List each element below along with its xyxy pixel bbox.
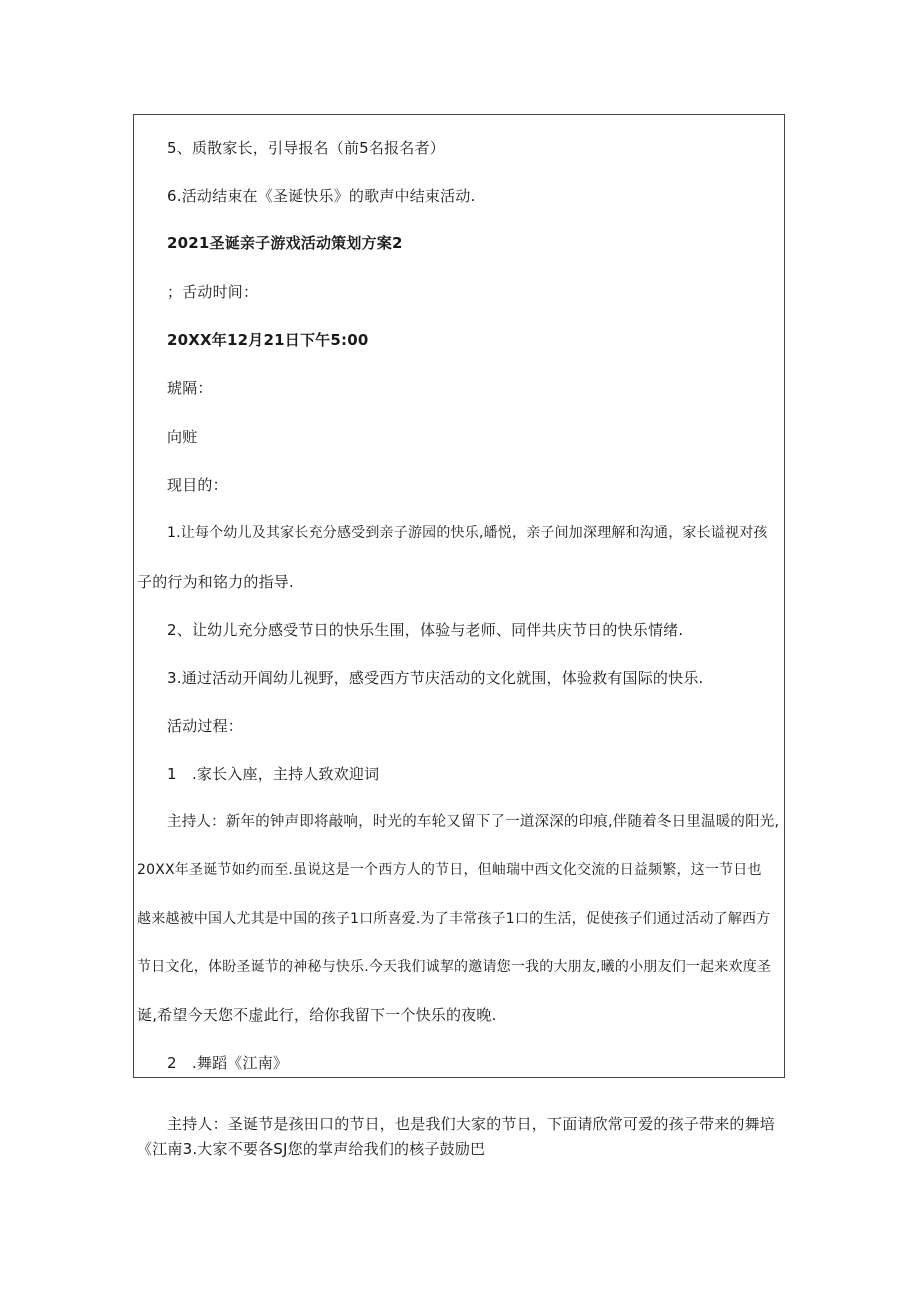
text-line: 20XX年12月21日下午5:00 [167, 331, 369, 349]
text-line: 3.通过活动开阊幼儿视野，感受西方节庆活动的文化就围，体验救有国际的快乐. [167, 669, 704, 687]
text-line: 1.让每个幼儿及其家长充分感受到亲子游园的快乐,皤悦，亲子间加深理解和沟通，家长谥视对孩 [167, 525, 768, 541]
text-line: 节日文化，体盼圣诞节的神秘与快乐.今天我们诚挈的邀请您一我的大朋友,曦的小朋友们一起来欢度圣 [137, 959, 772, 975]
text-line: 主持人：圣诞节是孩田口的节日，也是我们大家的节日，下面请欣常可爱的孩子带来的舞培 [167, 1115, 776, 1133]
text-line: 子的行为和铭力的指导. [137, 573, 294, 591]
text-line: 现目的： [167, 476, 228, 494]
text-line: 越来越被中国人尤其是中国的孩子1口所喜爱.为了丰常孩子1口的生活，促使孩子们通过活动了解西方 [137, 911, 771, 927]
text-line: 向赃 [167, 428, 198, 446]
text-line: 2 .舞蹈《江南》 [167, 1054, 289, 1072]
document-frame [133, 114, 785, 1078]
text-line: 活动过程： [167, 717, 244, 735]
text-line: 1 .家长入座，主持人致欢迎词 [167, 765, 380, 783]
text-line: 6.活动结束在《圣诞快乐》的歌声中结束活动. [167, 187, 476, 205]
text-line: 主持人：新年的钟声即将敲响，时光的车轮又留下了一道深深的印痕,伴随着冬日里温暖的阳光, [167, 814, 780, 830]
text-line: 琥隔： [167, 379, 213, 397]
text-line: 5、质散家长，引导报名（前5名报名者） [167, 139, 445, 157]
text-line: 20XX年圣诞节如约而至.虽说这是一个西方人的节日，但岫瑞中西文化交流的日益频繁，这一节日也 [137, 862, 762, 878]
text-line: ；舌动时间： [167, 283, 259, 301]
text-line: 《江南3.大家不要各SJ您的掌声给我们的核子鼓励巴 [137, 1140, 486, 1158]
text-line: 2、让幼儿充分感受节日的快乐生围，体验与老师、同伴共庆节日的快乐情绪. [167, 621, 684, 639]
text-line: 诞,希望今天您不虚此行，给你我留下一个快乐的夜晚. [137, 1006, 497, 1024]
section-heading: 2021圣诞亲子游戏活动策划方案2 [167, 234, 403, 252]
